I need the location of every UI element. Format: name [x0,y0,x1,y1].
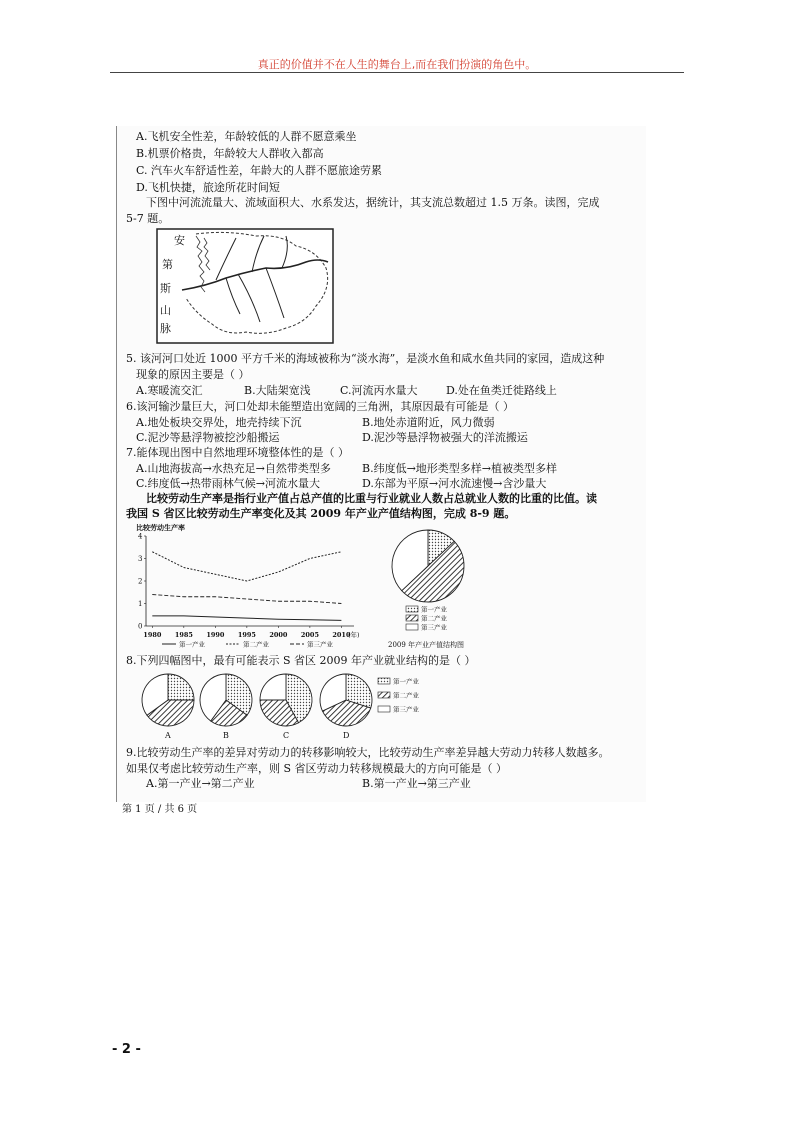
legend-label: 第三产业 [307,640,333,649]
x-tick-label: 2005 [300,631,319,639]
q6-stem: 6.该河输沙量巨大，河口处却未能塑造出宽阔的三角洲，其原因最有可能是（ ） [126,400,514,413]
q7-option-b: B.纬度低→地形类型多样→植被类型多样 [362,462,558,475]
pie-slice [260,674,286,700]
legend-label: 第一产业 [421,605,447,614]
intro-8-9-line1: 比较劳动生产率是指行业产值占总产值的比重与行业就业人数占总就业人数的比重的比值。读 [146,492,597,505]
q5-option-c: C.河流丙水量大 [340,384,418,397]
pie-caption: 2009 年产业产值结构图 [388,641,465,649]
map-label-shan: 山 [160,304,171,317]
legend-label: 第一产业 [179,640,205,649]
q9-stem-line2: 如果仅考虑比较劳动生产率，则 S 省区劳动力转移规模最大的方向可能是（ ） [126,762,508,775]
legend-swatch [406,624,418,630]
legend-label: 第一产业 [393,677,419,686]
legend-swatch [406,615,418,621]
map-label-di: 第 [162,258,173,271]
legend-label: 第二产业 [421,614,447,623]
q6-option-b: B.地处赤道附近，风力微弱 [362,416,495,429]
x-tick-label: 1990 [206,631,225,639]
legend-swatch [378,678,390,684]
pie-option-label: B [223,731,229,740]
q4-option-b: B.机票价格贵，年龄较大人群收入都高 [136,147,324,160]
q6-option-c: C.泥沙等悬浮物被挖沙船搬运 [136,431,280,444]
scan-page-indicator: 第 1 页 / 共 6 页 [122,804,198,815]
map-label-si: 斯 [160,282,171,295]
y-tick-label: 1 [138,600,143,608]
header-divider [110,72,684,73]
q8-pie-options [140,668,440,740]
pie-slice [168,674,194,700]
x-tick-label: 1980 [143,631,162,639]
x-tick-label: 1985 [174,631,193,639]
pie-option-label: C [283,731,290,740]
x-tick-label: 2000 [269,631,288,639]
pie-option-label: D [343,731,350,740]
map-label-an: 安 [174,234,185,247]
legend-swatch [378,692,390,698]
output-structure-pie-chart [386,526,480,650]
q7-option-c: C.纬度低→热带雨林气候→河流水量大 [136,477,320,490]
chart-title: 比较劳动生产率 [136,523,185,532]
q9-option-b: B.第一产业→第三产业 [362,777,471,790]
q5-stem-line1: 5. 该河河口处近 1000 平方千米的海域被称为“淡水海”，是淡水鱼和咸水鱼共同的家园，造成这种 [126,352,605,365]
scan-edge [116,126,117,802]
legend-label: 第三产业 [393,705,419,714]
y-tick-label: 0 [138,622,143,631]
pie-option-label: A [165,731,171,740]
q5-option-b: B.大陆架宽浅 [244,384,311,397]
q5-stem-line2: 现象的原因主要是（ ） [136,368,250,381]
q4-option-d: D.飞机快捷，旅途所花时间短 [136,181,280,194]
intro-5-7-line1: 下图中河流流量大、流域面积大、水系发达，据统计，其支流总数超过 1.5 万条。读图，完成 [146,196,600,209]
legend-label: 第三产业 [421,623,447,632]
intro-5-7-line2: 5-7 题。 [126,212,170,225]
q6-option-a: A.地处板块交界处，地壳持续下沉 [136,416,302,429]
y-tick-label: 2 [138,577,143,586]
legend-label: 第二产业 [393,691,419,700]
q4-option-c: C. 汽车火车舒适性差，年龄大的人群不愿旅途劳累 [136,164,383,177]
labor-productivity-line-chart [122,522,366,650]
y-tick-label: 3 [138,555,143,563]
legend-label: 第二产业 [243,640,269,649]
q4-option-a: A.飞机安全性差，年龄较低的人群不愿意乘坐 [136,130,357,143]
q7-option-a: A.山地海拔高→水热充足→自然带类型多 [136,462,331,475]
q7-option-d: D.东部为平原→河水流速慢→含沙量大 [362,477,547,490]
page-header-quote: 真正的价值并不在人生的舞台上,而在我们扮演的角色中。 [257,58,537,71]
legend-swatch [406,606,418,612]
x-tick-label: 2010 [332,631,351,639]
series-line-2 [152,552,341,581]
series-line-1 [152,616,341,621]
x-axis-unit: (年) [348,631,360,639]
river-basin-map [156,228,334,344]
intro-8-9-line2: 我国 S 省区比较劳动生产率变化及其 2009 年产业产值结构图，完成 8-9 题。 [126,507,516,520]
q5-option-d: D.处在鱼类迁徙路线上 [446,384,557,397]
q9-option-a: A.第一产业→第二产业 [146,777,255,790]
legend-swatch [378,706,390,712]
series-line-3 [152,595,341,604]
q6-option-d: D.泥沙等悬浮物被强大的洋流搬运 [362,431,528,444]
y-tick-label: 4 [138,532,143,541]
q8-stem: 8.下列四幅图中，最有可能表示 S 省区 2009 年产业就业结构的是（ ） [126,654,476,667]
q9-stem-line1: 9.比较劳动生产率的差异对劳动力的转移影响较大，比较劳动生产率差异越大劳动力转移人数越多。 [126,746,610,759]
page-number: - 2 - [112,1042,141,1057]
q5-option-a: A.寒暖流交汇 [136,384,203,397]
q7-stem: 7.能体现出图中自然地理环境整体性的是（ ） [126,446,349,459]
map-label-mai: 脉 [160,322,171,335]
x-tick-label: 1995 [237,631,256,639]
